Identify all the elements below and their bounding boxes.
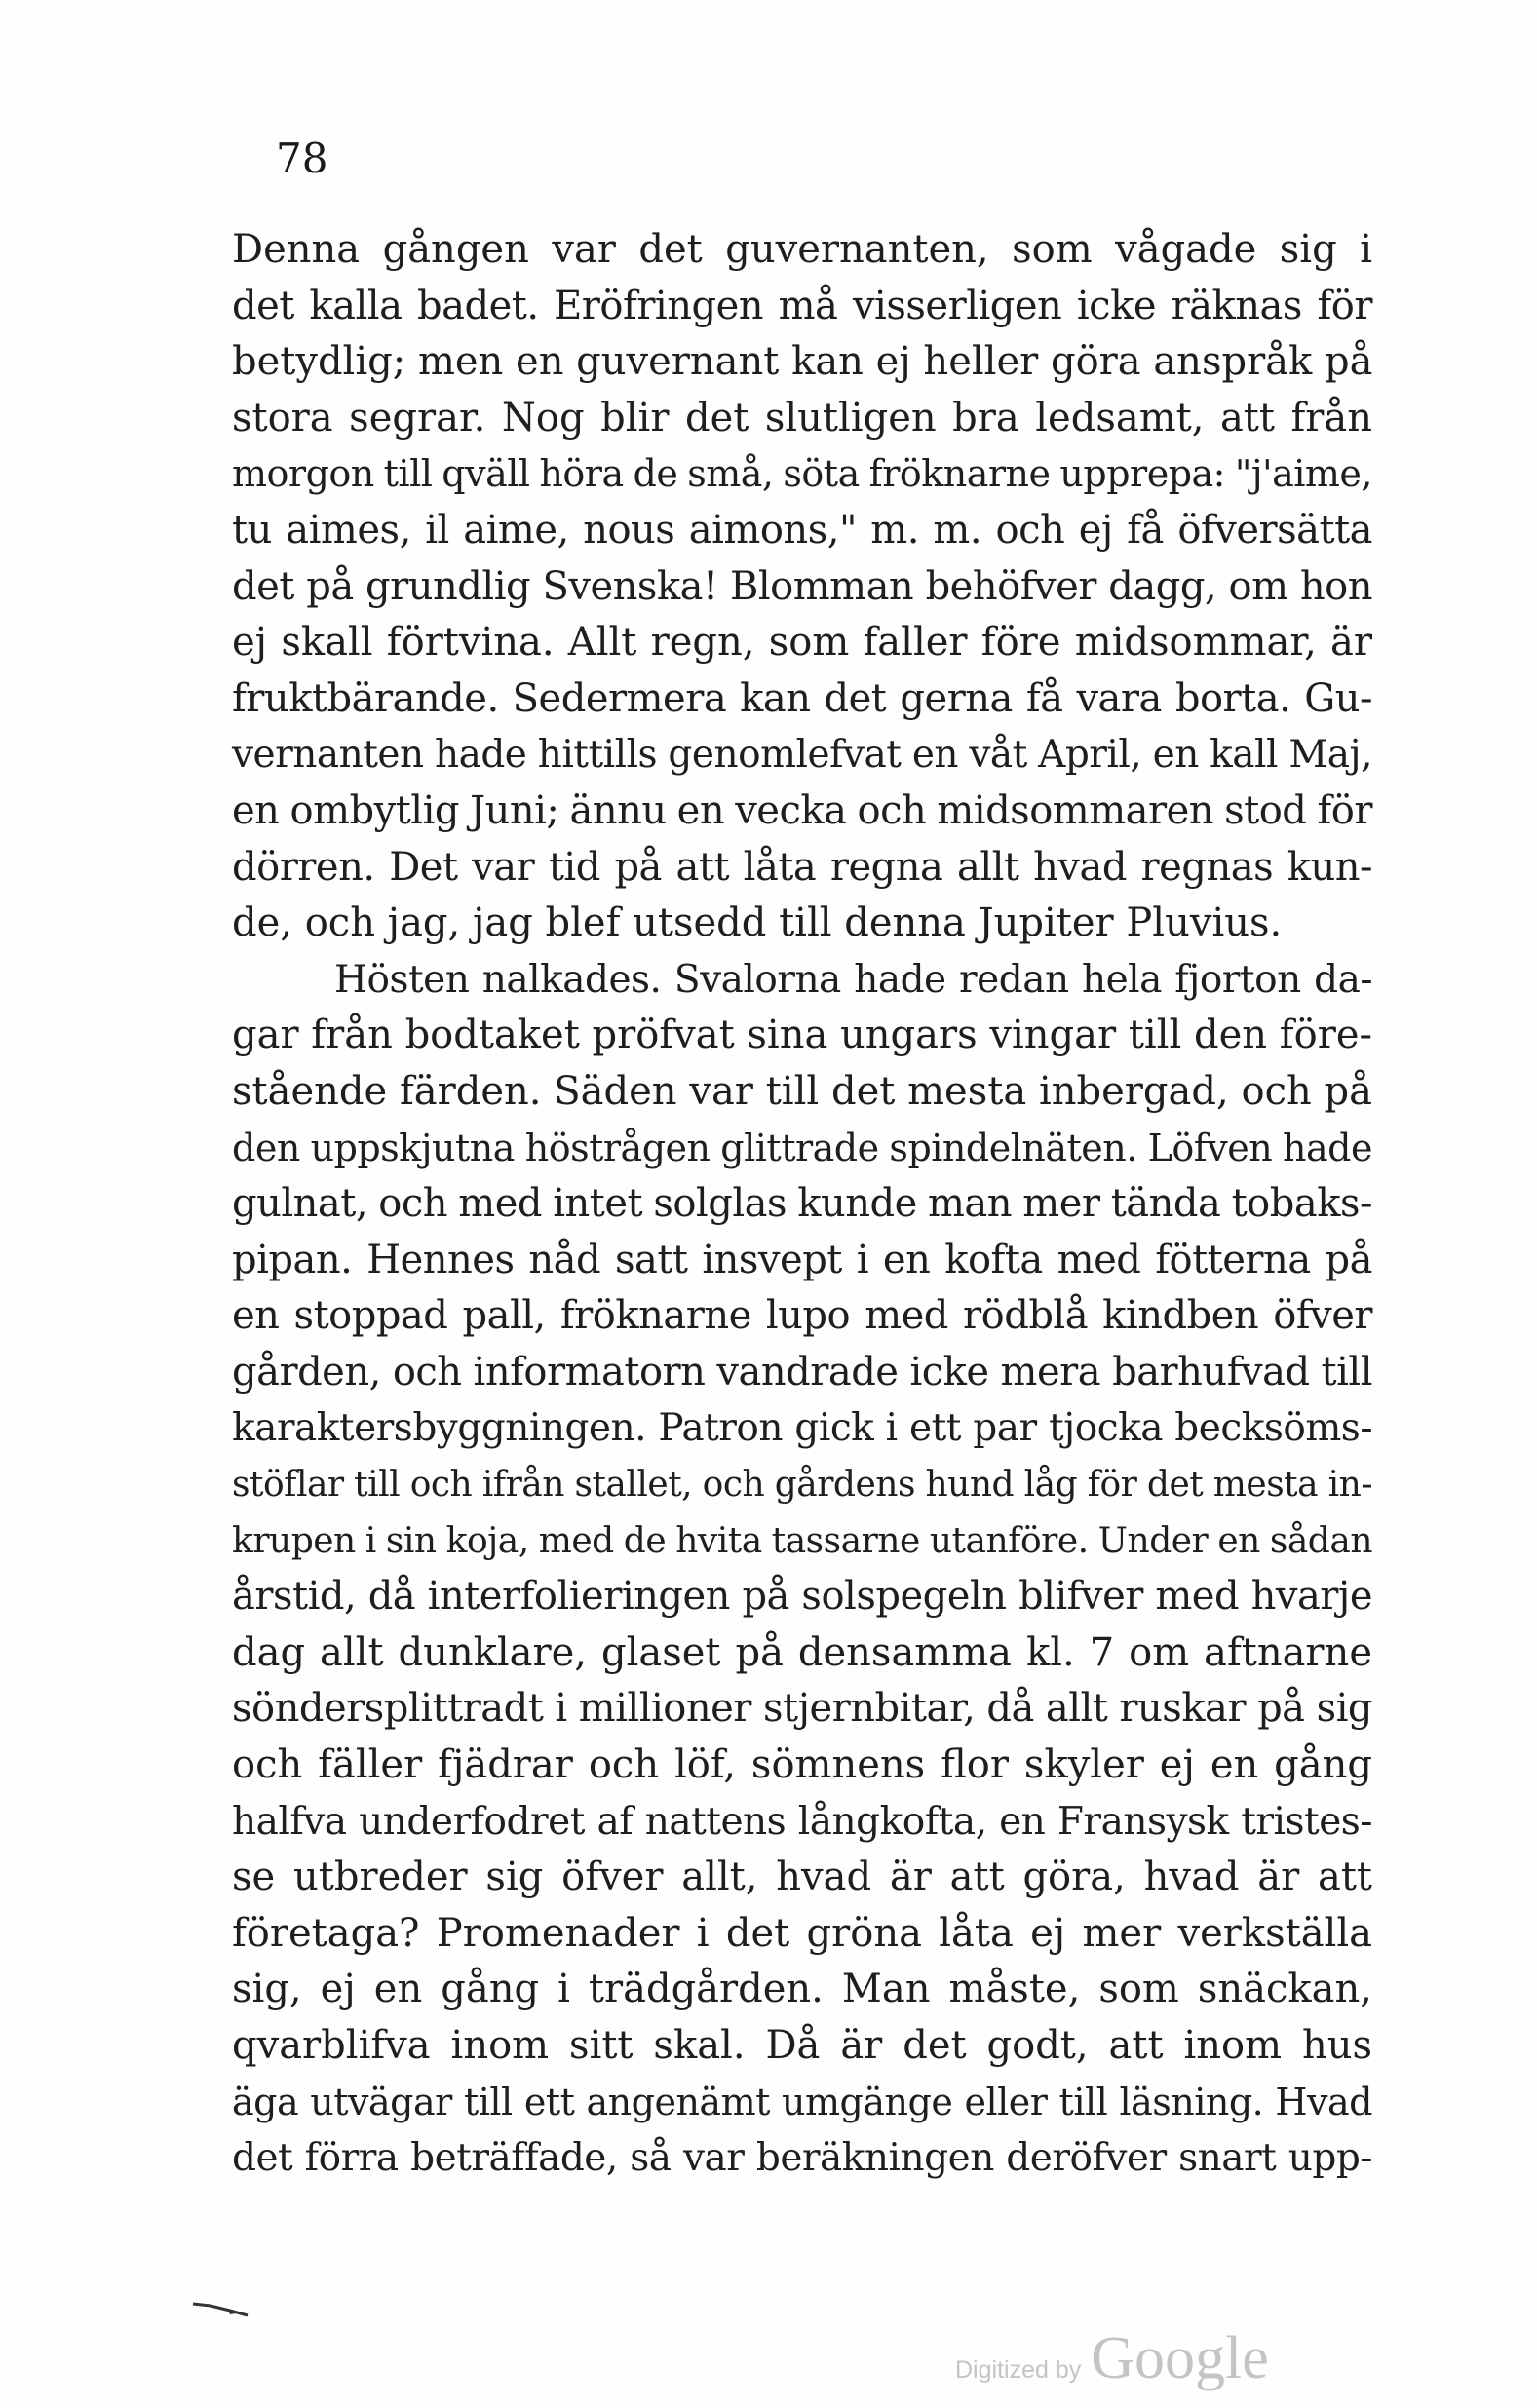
ink-mark [191,2300,251,2317]
text-line: en ombytlig Juni; ännu en vecka och midsommaren stod för [232,787,1372,833]
text-line: stående färden. Säden var till det mesta inbergad, och på [232,1068,1372,1114]
text-line: halfva underfodret af nattens långkofta, en Fransysk tristes- [232,1799,1372,1844]
text-line: pipan. Hennes nåd satt insvept i en kofta med fötterna på [232,1237,1372,1282]
text-line: morgon till qväll höra de små, söta fröknarne upprepa: "j'aime, [232,452,1372,496]
text-line: karaktersbyggningen. Patron gick i ett par tjocka becksöms- [232,1406,1372,1451]
page-number: 78 [276,134,328,182]
text-line: fruktbärande. Sedermera kan det gerna få vara borta. Gu- [232,675,1372,721]
text-line: Denna gången var det guvernanten, som vågade sig i [232,227,1372,272]
google-logo: Google [1091,2325,1269,2391]
text-line: dag allt dunklare, glaset på densamma kl. 7 om aftnarne [232,1629,1372,1675]
text-line: Hösten nalkades. Svalorna hade redan hela fjorton da- [334,957,1372,1002]
text-line: det på grundlig Svenska! Blomman behöfver dagg, om hon [232,563,1372,609]
text-line: den uppskjutna höstrågen glittrade spindelnäten. Löfven hade [232,1126,1372,1169]
text-line: gulnat, och med intet solglas kunde man mer tända tobaks- [232,1181,1372,1227]
text-line: sig, ej en gång i trädgården. Man måste, som snäckan, [232,1967,1372,2012]
text-line: företaga? Promenader i det gröna låta ej mer verkställa [232,1910,1372,1956]
text-line: dörren. Det var tid på att låta regna allt hvad regnas kun- [232,844,1372,890]
text-line: de, och jag, jag blef utsedd till denna Jupiter Pluvius. [232,900,1283,946]
text-line: se utbreder sig öfver allt, hvad är att göra, hvad är att [232,1854,1372,1900]
text-line: ej skall förtvina. Allt regn, som faller före midsommar, är [232,620,1372,666]
text-line: stora segrar. Nog blir det slutligen bra ledsamt, att från [232,395,1372,440]
text-line: vernanten hade hittills genomlefvat en våt April, en kall Maj, [232,733,1372,778]
text-line: det kalla badet. Eröfringen må visserligen icke räknas för [232,283,1372,328]
text-line: och fäller fjädrar och löf, sömnens flor skyler ej en gång [232,1742,1372,1788]
text-line: det förra beträffade, så var beräkningen deröfver snart upp- [232,2136,1372,2181]
text-line: tu aimes, il aime, nous aimons," m. m. och ej få öfversätta [232,507,1372,553]
digitized-watermark [955,2324,1269,2393]
text-line: krupen i sin koja, med de hvita tassarne utanföre. Under en sådan [232,1520,1372,1561]
text-line: söndersplittradt i millioner stjernbitar, då allt ruskar på sig [232,1686,1372,1732]
watermark-prefix: Digitized by [955,2356,1082,2384]
text-line: stöflar till och ifrån stallet, och gårdens hund låg för det mesta in- [232,1465,1372,1506]
text-line: gar från bodtaket pröfvat sina ungars vingar till den före- [232,1013,1372,1058]
text-line: en stoppad pall, fröknarne lupo med rödblå kindben öfver [232,1293,1372,1339]
text-line: äga utvägar till ett angenämt umgänge eller till läsning. Hvad [232,2080,1372,2123]
body-text [232,222,1372,2187]
text-line: årstid, då interfolieringen på solspegeln blifver med hvarje [232,1574,1372,1620]
text-line: qvarblifva inom sitt skal. Då är det godt, att inom hus [232,2023,1372,2068]
text-line: gården, och informatorn vandrade icke mera barhufvad till [232,1349,1372,1395]
text-line: betydlig; men en guvernant kan ej heller göra anspråk på [232,339,1373,385]
